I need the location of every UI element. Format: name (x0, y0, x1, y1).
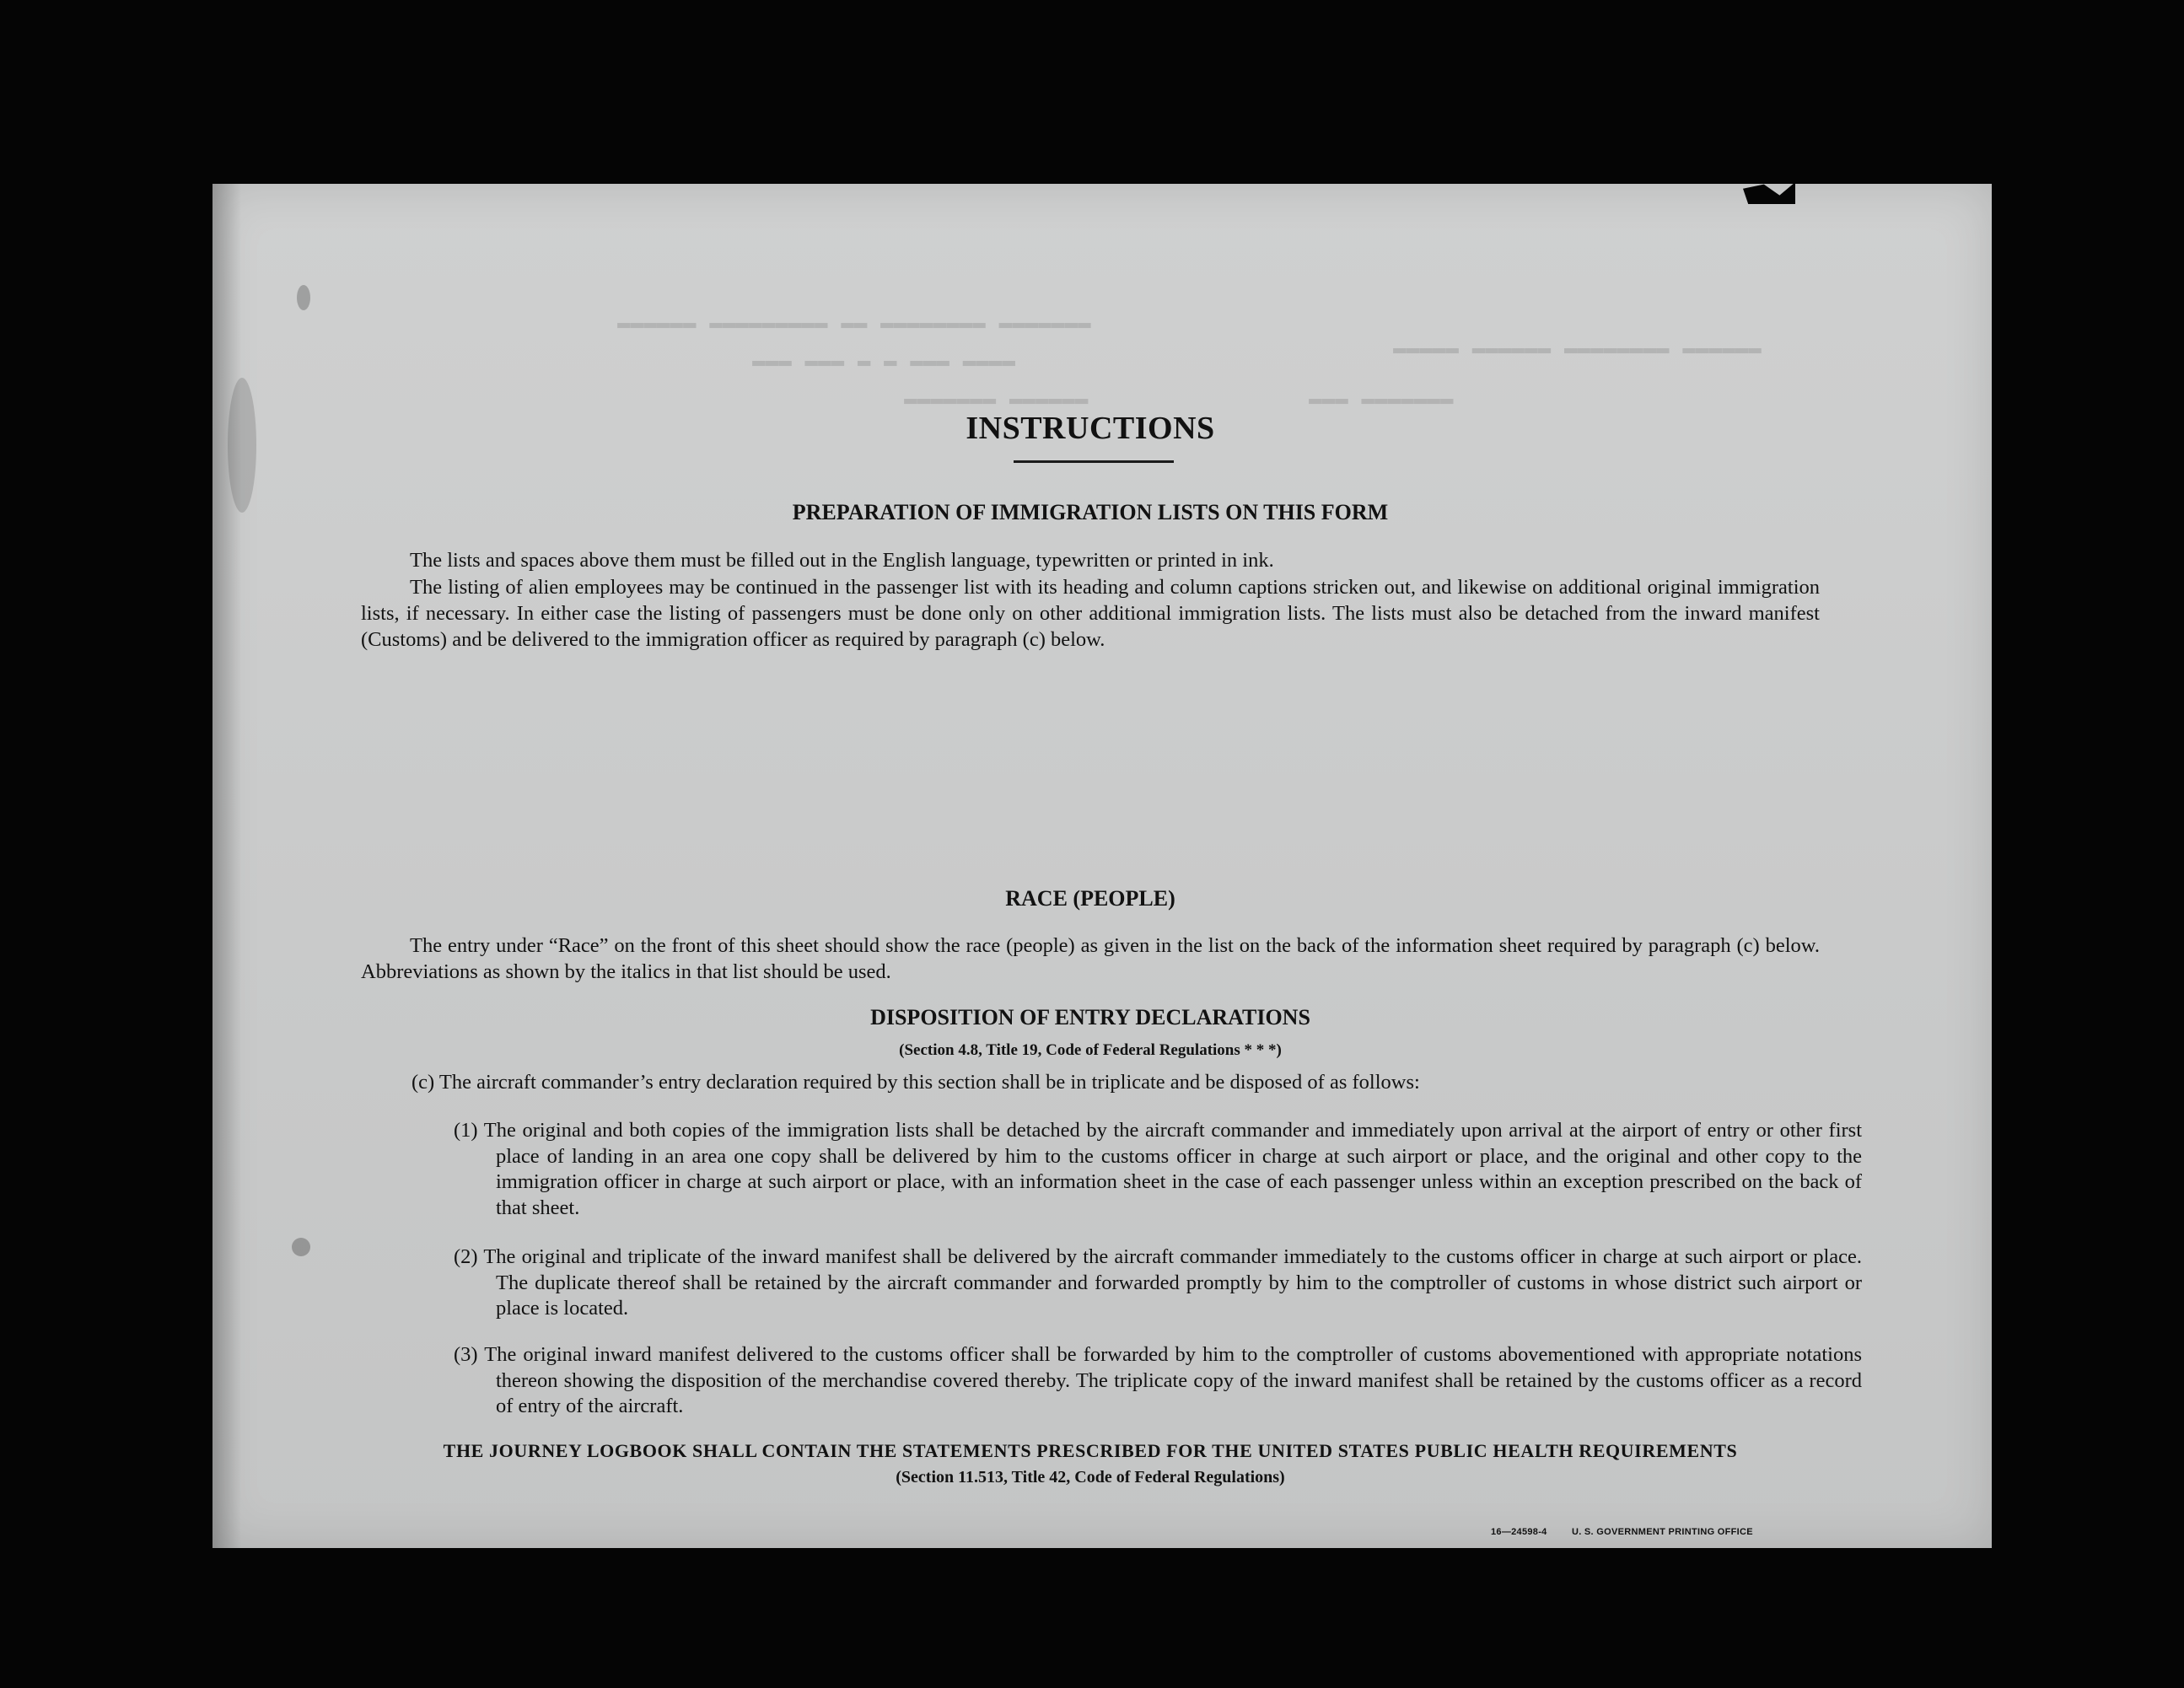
list-item: (1) The original and both copies of the immigration lists shall be detached by the aircraft commander and immediately upon arrival at the airport of entry or other first place of landing in an area one copy shall be delivered by him to the customs officer in charge at such airport or place, and the original and other copy to the immigration officer in charge at such airport or place, with an information sheet in the case of each passenger unless within an exception prescribed on the back of that sheet. (454, 1119, 1862, 1219)
bleed-through-text: ▬▬▬▬▬ ▬▬▬▬▬▬ ▬▬▬▬▬▬▬▬ ▬▬▬▬▬▬ (1393, 336, 1762, 361)
title-underline (1014, 460, 1174, 463)
bleed-through-text: ▬▬▬ ▬▬▬▬▬▬▬ (1309, 386, 1454, 411)
printer-name: U. S. GOVERNMENT PRINTING OFFICE (1571, 1527, 1753, 1537)
health-requirements-citation: (Section 11.513, Title 42, Code of Federal Regulations) (896, 1468, 1285, 1486)
disposition-citation: (Section 4.8, Title 19, Code of Federal Regulations * * *) (899, 1041, 1282, 1059)
health-requirements-statement: THE JOURNEY LOGBOOK SHALL CONTAIN THE STATEMENTS PRESCRIBED FOR THE UNITED STATES PUBLIC HEALTH REQUIREMENTS (443, 1440, 1738, 1461)
bleed-through-text: ▬▬▬▬▬▬▬ ▬▬▬▬▬▬ (904, 386, 1089, 411)
scan-smudge (292, 1238, 310, 1256)
form-number: 16—24598-4 (1491, 1527, 1547, 1537)
bleed-through-text: ▬▬▬▬▬▬ ▬▬▬▬▬▬▬▬▬ ▬▬ ▬▬▬▬▬▬▬▬ ▬▬▬▬▬▬▬ (617, 310, 1091, 336)
printer-imprint (1491, 1527, 1775, 1537)
page-title: INSTRUCTIONS (966, 411, 1215, 446)
paragraph-disposition-intro: (c) The aircraft commander’s entry declaration required by this section shall be in triplicate and be disposed of as follows: (412, 1071, 1420, 1094)
scan-smudge (297, 285, 310, 310)
paragraph-alien-employees: The listing of alien employees may be continued in the passenger list with its heading and column captions stricken out, and likewise on additional original immigration lists, if necessary. In either case the listing of passengers must be done only on other additional immigration lists. The lists must also be detached from the inward manifest (Customs) and be delivered to the immigration officer as required by paragraph (c) below. (361, 576, 1820, 651)
section-heading-race: RACE (PEOPLE) (1005, 886, 1175, 911)
list-item: (3) The original inward manifest delivered to the customs officer shall be forwarded by him to the comptroller of customs abovementioned with appropriate notations thereon showing the disposition of the merchandise covered thereby. The triplicate copy of the inward manifest shall be retained by the customs officer as a record of entry of the aircraft. (454, 1343, 1862, 1417)
scan-smudge (228, 378, 256, 513)
section-heading-disposition: DISPOSITION OF ENTRY DECLARATIONS (870, 1005, 1310, 1029)
section-heading-preparation: PREPARATION OF IMMIGRATION LISTS ON THIS FORM (792, 500, 1389, 524)
list-item: (2) The original and triplicate of the inward manifest shall be delivered by the aircraft commander immediately to the customs officer in charge at such airport or place. The duplicate thereof shall be retained by the aircraft commander and forwarded promptly by him to the comptroller of customs in whose district such airport or place is located. (454, 1245, 1862, 1320)
paragraph-language: The lists and spaces above them must be filled out in the English language, typewritten or printed in ink. (410, 549, 1274, 572)
paragraph-race: The entry under “Race” on the front of this sheet should show the race (people) as given in the list on the back of the information sheet required by paragraph (c) below. Abbreviations as shown by the italics in that list should be used. (361, 934, 1820, 983)
torn-corner (1743, 182, 1795, 204)
document-sheet (212, 184, 1992, 1548)
bleed-through-text: ▬▬▬ ▬▬▬ ▬ ▬ ▬▬▬ ▬▬▬▬ (752, 348, 1016, 374)
